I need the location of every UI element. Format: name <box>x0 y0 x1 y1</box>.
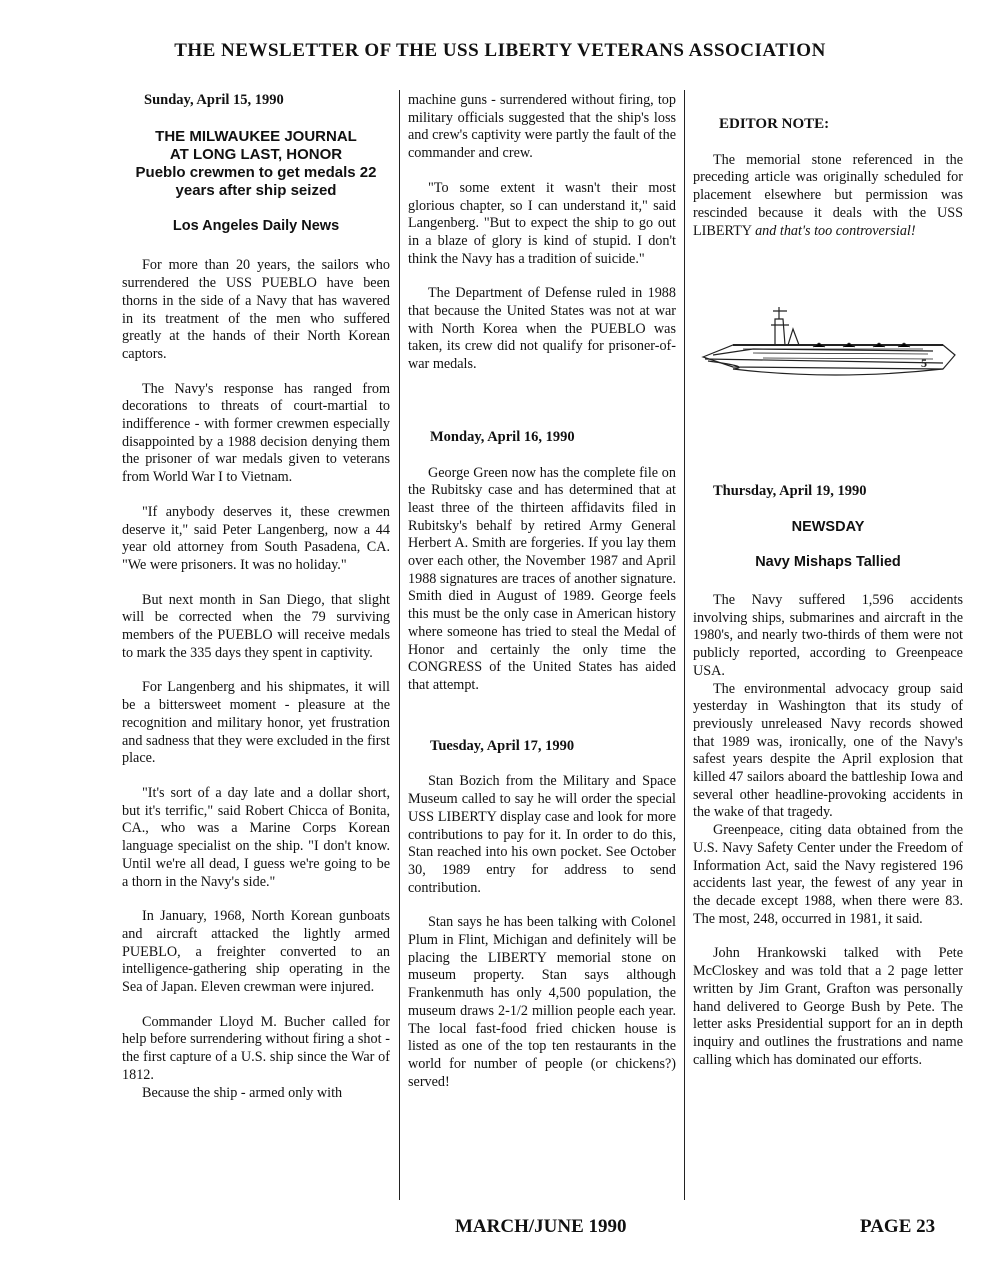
editor-note-heading: EDITOR NOTE: <box>719 116 830 132</box>
source-name: NEWSDAY <box>791 518 865 535</box>
paragraph: "To some extent it wasn't their most glorious chapter, so I can understand it," said Langenberg. "But to expect the ship to go out in a blaze of glory is kind of stupid. I don't think the Navy has a tradition of suicide." <box>408 179 676 267</box>
article-date: Thursday, April 19, 1990 <box>713 482 867 499</box>
paragraph: machine guns - surrendered without firing, top military officials suggested that the ship's loss and crew's captivity were partly the fault of the commander and crew. <box>408 92 676 162</box>
column-rule-right <box>684 90 685 1200</box>
paragraph: For more than 20 years, the sailors who surrendered the USS PUEBLO have been thorns in the side of a Navy that has wavered in its treatment of the men who suffered greatly at the hands of their North Korean captors. <box>122 257 390 362</box>
page-number: PAGE 23 <box>860 1216 936 1237</box>
aircraft-carrier-illustration <box>693 297 963 397</box>
headline <box>122 128 390 200</box>
article-date: Monday, April 16, 1990 <box>430 428 575 445</box>
column-rule-left <box>399 90 400 1200</box>
hull-number: 5 <box>921 356 927 371</box>
paragraph: Greenpeace, citing data obtained from the U.S. Navy Safety Center under the Freedom of Information Act, said the Navy registered 196 accidents last year, the fewest of any year in the decade except 1988, when there were 83. The most, 248, occurred in 1981, it said. <box>693 822 963 927</box>
article-date: Sunday, April 15, 1990 <box>144 92 284 108</box>
paragraph: Because the ship - armed only with <box>142 1084 343 1101</box>
source-name: Los Angeles Daily News <box>172 217 340 234</box>
paragraph: Stan says he has been talking with Colonel Plum in Flint, Michigan and definitely will be placing the LIBERTY memorial stone on museum property. Stan says although Frankenmuth has only 4,500 population, the museum draws 2-1/2 million people each year. The local fast-food fried chicken house is listed as one of the top ten restaurants in the world for number of people (or chickens?) served! <box>408 914 676 1090</box>
paragraph: For Langenberg and his shipmates, it will be a bittersweet moment - pleasure at the recognition and military honor, yet frustration and sadness that they were excluded in the first place. <box>122 679 390 767</box>
headline: Navy Mishaps Tallied <box>755 554 901 571</box>
paragraph: The Navy's response has ranged from decorations to threats of court-martial to indifference - with former crewmen especially disappointed by a 1988 decision denying them the prisoner of war medals given to veterans from World War I to Vietnam. <box>122 380 390 486</box>
paragraph: Stan Bozich from the Military and Space Museum called to say he will order the special USS LIBERTY display case and look for more contributions to pay for it. In order to do this, Stan reached into his own pocket. See October 30, 1989 entry for address to send contribution. <box>408 773 676 896</box>
issue-date: MARCH/JUNE 1990 <box>455 1216 627 1237</box>
headline-line: AT LONG LAST, HONOR <box>169 145 343 163</box>
paragraph: John Hrankowski talked with Pete McCloskey and was told that a 2 page letter written by Jim Grant, Grafton was personally hand delivered to George Bush by Pete. The letter asks Presidential support for an in depth inquiry and outlines the frustrations and name calling which has dominated our efforts. <box>693 945 963 1068</box>
paragraph: But next month in San Diego, that slight will be corrected when the 79 surviving members of the PUEBLO will receive medals to mark the 335 days they spent in captivity. <box>122 591 390 661</box>
paragraph: The environmental advocacy group said yesterday in Washington that its study of previously unreleased Navy records showed that 1989 was, ironically, one of the Navy's safest years despite the April explosion that killed 47 sailors aboard the battleship Iowa and several other headline-provoking accidents in the wake of that tragedy. <box>693 680 963 821</box>
paragraph: George Green now has the complete file on the Rubitsky case and has determined that at least three of the thirteen affidavits filed in Rubitsky's behalf by retired Army General Herbert A. Smith are forgeries. If you lay them over each other, the November 1987 and April 1988 signatures are traces of another signature. Smith died in August of 1989. George feels this must be the only case in American history where someone has tried to steal the Medal of Honor and certainly the only time the CONGRESS of the United States has aided that attempt. <box>408 464 676 693</box>
column-3 <box>693 92 963 1086</box>
paragraph: Commander Lloyd M. Bucher called for help before surrendering without firing a shot - the first capture of a U.S. ship since the War of 1812. <box>122 1013 390 1083</box>
editor-note-text: The memorial stone referenced in the preceding article was originally scheduled for placement elsewhere but permission was rescinded because it deals with the USS LIBERTY <box>693 151 963 239</box>
paragraph: In January, 1968, North Korean gunboats and aircraft attacked the lightly armed PUEBLO, a freighter converted to an intelligence-gathering ship operating in the Sea of Japan. Eleven crewman were injured. <box>122 908 390 996</box>
paragraph: "It's sort of a day late and a dollar short, but it's terrific," said Robert Chicca of Bonita, CA., who was a Marine Corps Korean language specialist on the ship. "I don't know. Until we're all dead, I guess we're going to be a thorn in the Navy's side." <box>122 784 390 890</box>
paragraph: "If anybody deserves it, these crewmen deserve it," said Peter Langenberg, now a 44 year old attorney from South Pasadena, CA. "We were prisoners. It was no holiday." <box>122 503 390 573</box>
article-date: Tuesday, April 17, 1990 <box>430 737 575 754</box>
column-2 <box>408 92 676 1108</box>
paragraph: The Navy suffered 1,596 accidents involving ships, submarines and aircraft in the 1980's, and nearly two-thirds of them were not publicly reported, according to Greenpeace USA. <box>693 592 963 679</box>
headline-line: Pueblo crewmen to get medals 22 years after ship seized <box>135 163 377 199</box>
paragraph: The Department of Defense ruled in 1988 that because the United States was not at war with North Korea when the PUEBLO was taken, its crew did not qualify for prisoner-of-war medals. <box>408 285 676 373</box>
masthead: THE NEWSLETTER OF THE USS LIBERTY VETERANS ASSOCIATION <box>174 40 826 61</box>
headline-line: THE MILWAUKEE JOURNAL <box>155 127 357 145</box>
editor-note <box>693 152 963 241</box>
editor-note-emphasis: and that's too controversial! <box>755 222 916 239</box>
column-1 <box>122 92 390 1102</box>
